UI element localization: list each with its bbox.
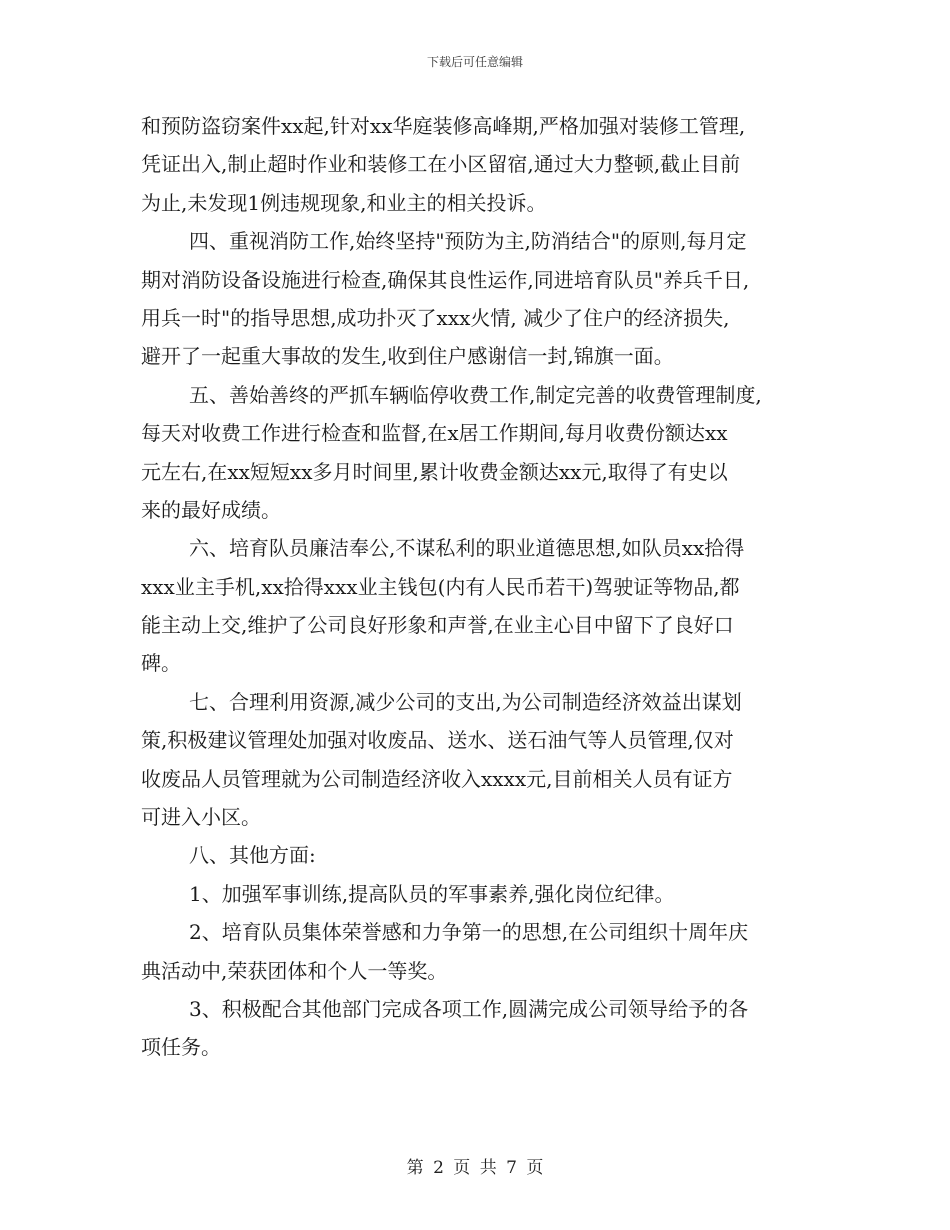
list-item-1: 1、加强军事训练,提高队员的军事素养,强化岗位纪律。 bbox=[189, 881, 675, 906]
list-item-3: 3、积极配合其他部门完成各项工作,圆满完成公司领导给予的各 bbox=[189, 996, 749, 1021]
body-line: 元左右,在xx短短xx多月时间里,累计收费金额达xx元,取得了有史以 bbox=[141, 459, 728, 484]
body-line: 项任务。 bbox=[141, 1035, 221, 1060]
body-line: 和预防盗窃案件xx起,针对xx华庭装修高峰期,严格加强对装修工管理, bbox=[141, 114, 746, 138]
paragraph-7-start: 七、合理利用资源,减少公司的支出,为公司制造经济效益出谋划 bbox=[189, 689, 742, 714]
body-line: 来的最好成绩。 bbox=[141, 497, 281, 522]
body-line: 碑。 bbox=[141, 651, 181, 676]
paragraph-5-start: 五、善始善终的严抓车辆临停收费工作,制定完善的收费管理制度, bbox=[189, 382, 762, 407]
page-header-note: 下载后可任意编辑 bbox=[426, 55, 523, 69]
body-line: 凭证出入,制止超时作业和装修工在小区留宿,通过大力整顿,截止目前 bbox=[141, 152, 741, 177]
body-line: 策,积极建议管理处加强对收废品、送水、送石油气等人员管理,仅对 bbox=[141, 728, 734, 753]
list-item-2: 2、培育队员集体荣誉感和力争第一的思想,在公司组织十周年庆 bbox=[189, 920, 749, 945]
body-line: 避开了一起重大事故的发生,收到住户感谢信一封,锦旗一面。 bbox=[141, 344, 674, 369]
paragraph-4-start: 四、重视消防工作,始终坚持"预防为主,防消结合"的原则,每月定 bbox=[189, 229, 747, 254]
body-line: 每天对收费工作进行检查和监督,在x居工作期间,每月收费份额达xx bbox=[141, 421, 728, 446]
body-line: 期对消防设备设施进行检查,确保其良性运作,同进培育队员"养兵千日, bbox=[141, 267, 750, 292]
body-line: 可进入小区。 bbox=[141, 805, 261, 830]
body-line: 为止,未发现1例违规现象,和业主的相关投诉。 bbox=[141, 190, 547, 215]
page-number-footer: 第 2 页 共 7 页 bbox=[406, 1158, 544, 1178]
body-line: 用兵一时"的指导思想,成功扑灭了xxx火情, 减少了住户的经济损失, bbox=[141, 305, 730, 330]
body-line: 典活动中,荣获团体和个人一等奖。 bbox=[141, 958, 448, 983]
body-line: 能主动上交,维护了公司良好形象和声誉,在业主心目中留下了良好口 bbox=[141, 613, 734, 638]
paragraph-6-start: 六、培育队员廉洁奉公,不谋私利的职业道德思想,如队员xx拾得 bbox=[189, 536, 745, 561]
body-line: xxx业主手机,xx拾得xxx业主钱包(内有人民币若干)驾驶证等物品,都 bbox=[141, 574, 740, 599]
body-line: 收废品人员管理就为公司制造经济收入xxxx元,目前相关人员有证方 bbox=[141, 766, 733, 791]
document-body bbox=[141, 107, 811, 1067]
paragraph-8-heading: 八、其他方面: bbox=[189, 843, 316, 868]
